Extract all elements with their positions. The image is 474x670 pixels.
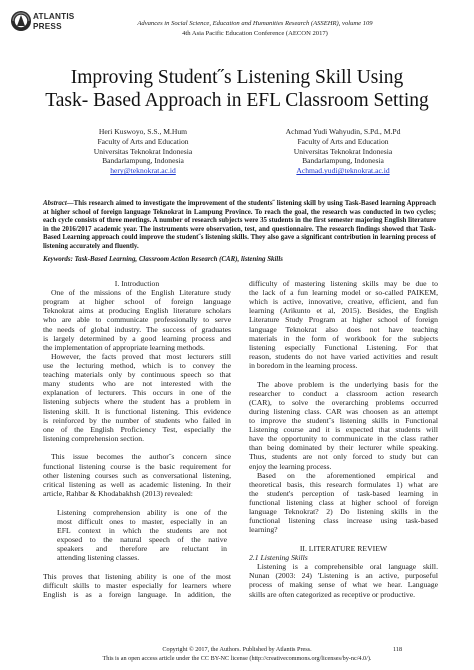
body-line: other listening courses such as conversational listening, [43, 470, 231, 480]
body-line: Thus, students are not only forced to study but can [249, 452, 438, 462]
author-name: Heri Kuswoyo, S.S., M.Hum [98, 127, 188, 136]
left-column [43, 279, 231, 599]
body-line: reason, students do not have varied activities and result [249, 351, 438, 361]
body-line: is reinforced by the number of students who failed in [43, 415, 231, 425]
body-line: to improve the student˝s listening skills in Functional [249, 416, 438, 426]
author-university: Universitas Teknokrat Indonesia [293, 146, 393, 156]
abstract [43, 200, 436, 251]
author-department: Faculty of Arts and Education [97, 136, 189, 146]
page-number: 118 [393, 646, 403, 653]
author-block-2 [258, 127, 428, 176]
body-line: critical listening as well as academic listening. In their [43, 479, 231, 489]
body-line: the needs of global industry. The success of graduates [43, 324, 231, 334]
journal-header: Advances in Social Science, Education and Humanities Research (ASSEHR), volume 109 [137, 20, 373, 27]
body-line: is largely determined by a good learning process and [43, 333, 231, 343]
body-line: process of making sense of what we hear. Language [249, 580, 438, 590]
body-line: the implementation of appropriate learning methods. [43, 342, 205, 352]
abstract-line: Approach at higher school of foreign language Teknokrat in Lampung Province. To reach the goal, the research was conducted in [43, 200, 436, 216]
quote-line: speakers and therefore are reluctant in [57, 543, 227, 553]
body-line: difficult skills to master especially for learners where [43, 580, 231, 590]
quote-line: EFL context in which the students are not [57, 525, 227, 535]
publisher-name-line2: PRESS [33, 22, 62, 31]
body-line: (CAR), to solve the overarching problems occurred [249, 397, 438, 407]
author-block-1 [58, 127, 228, 176]
abstract-label: Abstract [43, 200, 67, 207]
author-city: Bandarlampung, Indonesia [302, 156, 384, 166]
body-line: This proves that listening ability is one of the most [43, 571, 231, 581]
body-line: many students who are not interested with the [43, 379, 231, 389]
body-line: learning? [249, 525, 278, 535]
body-line: skills are often categorized as receptive or productive. [249, 589, 416, 599]
quote-line: Listening comprehension ability is one of the [57, 507, 227, 517]
abstract-line: showed that Task- Based Learning approach could improve the student˝s listening skills. They also gave a significant contribution in [43, 225, 436, 241]
body-line: language Teknokrat also does not have teaching [249, 324, 438, 334]
body-line: The above problem is the underlying basis for the [257, 379, 438, 389]
body-line: listening comprehension section. [43, 433, 144, 443]
body-line: use the lecturing method, which is to convey the [43, 360, 231, 370]
body-line: the lack of a fun learning model or so-called PAIKEM, [249, 288, 438, 298]
body-line: functional listening class increase using task-based [249, 516, 438, 526]
author-email-link[interactable]: hery@teknokrat.ac.id [110, 166, 176, 176]
body-line: in boredom in the learning process. [249, 360, 358, 370]
body-line: Nunan (2003: 24) 'Listening is an active, purposeful [249, 571, 438, 581]
body-line: during listening class. CAR was choosen as an attempt [249, 406, 438, 416]
body-line: Listening course and it is expected that students will [249, 425, 438, 435]
abstract-line: English literature in the 2016/2017 academic year. The instruments were observation, test, and questionnaire. The research findings [43, 217, 436, 233]
body-line: explanation of lecturers. This occurs in one of the [43, 388, 231, 398]
conference-header: 4th Asia Pacific Education Conference (AECON 2017) [182, 29, 328, 37]
body-line: functional listening course is the basic requirement for [43, 461, 231, 471]
section-heading-literature-review: II. LITERATURE REVIEW [299, 543, 388, 553]
body-line: However, the facts proved that most lecturers still [51, 351, 231, 361]
title-line-2: Task- Based Approach in EFL Classroom Setting [45, 90, 429, 111]
body-line: English is as a foreign language. In addition, the [43, 589, 231, 599]
right-column [249, 279, 438, 599]
quote-line: exposed to the natural speech of the native [57, 534, 227, 544]
paper-title [0, 66, 474, 112]
body-line: program at higher school of foreign language [43, 297, 231, 307]
body-line: one of the English Proficiency Test, especially the [43, 424, 231, 434]
body-line: materials in the form of workbook for the subjects [249, 333, 438, 343]
body-line: listening skill. It is functional listening. This evidence [43, 406, 231, 416]
body-line: article, Rahbar & Khodabakhsh (2013) revealed: [43, 488, 193, 498]
body-line: One of the missions of the English Literature study [51, 288, 231, 298]
abstract-line: learning process of listening accurately and fluently. [43, 234, 436, 250]
subsection-heading-listening-skills: 2.1 Listening Skills [249, 553, 308, 563]
author-name: Achmad Yudi Wahyudin, S.Pd., M.Pd [285, 127, 401, 136]
body-line: teaching materials only by continuous speech so that [43, 370, 231, 380]
author-university: Universitas Teknokrat Indonesia [93, 146, 193, 156]
body-line: language Teknokrat? 2) Do listening skills in the [249, 507, 438, 517]
abstract-line: —This research aimed to investigate the improvement of the students˝ listening skill by using Task-Based learning [66, 200, 406, 207]
body-line: researcher to conduct a classroom action research [249, 388, 438, 398]
license-notice: This is an open access article under the CC BY-NC license (http://creativecommons.org/licenses/by-nc/4.0/). [102, 655, 372, 662]
body-line: Teknokrat aims at producing English literature scholars [43, 306, 231, 316]
body-line: have the opportunity to communicate in the class rather [249, 434, 438, 444]
body-line: enjoy the learning process. [249, 461, 332, 471]
author-city: Bandarlampung, Indonesia [102, 156, 184, 166]
body-line: the student's perception of task-based learning in [249, 488, 438, 498]
body-line: Based on the aforementioned empirical and [257, 470, 438, 480]
section-heading-introduction: I. Introduction [114, 279, 160, 288]
body-line: listening subjects where the student has a problem in [43, 397, 231, 407]
quote-line: most difficult ones to master, especially in an [57, 516, 227, 526]
body-line: difficulty of mastering listening skills may be due to [249, 279, 438, 288]
body-line: which is active, innovative, creative, efficient, and fun [249, 297, 438, 307]
body-line: who are able to communicate professionally to serve [43, 315, 231, 325]
publisher-name-line1: ATLANTIS [33, 12, 75, 21]
body-line: theoretical basis, this research formulates 1) what are [249, 479, 438, 489]
body-line: listening especially Functional Listening. For that [249, 342, 438, 352]
keywords: Keywords: Task-Based Learning, Classroom Action Research (CAR), listening Skills [43, 256, 283, 263]
abstract-line: two cycles; each cycle consists of three meetings. A number of research subjects were 35 students in the first semester majoring [43, 208, 436, 224]
title-line-1: Improving Student˝s Listening Skill Using [70, 67, 404, 88]
copyright-notice: Copyright © 2017, the Authors. Published by Atlantis Press. [162, 646, 312, 653]
body-line: learning (Arikunto et al, 2015). Besides, the English [249, 306, 438, 316]
body-line: Literature Study Program at higher school of foreign [249, 315, 438, 325]
body-line: than being dominated by their lecturer while speaking. [249, 443, 438, 453]
quote-line: attending listening classes. [57, 553, 140, 563]
author-email-link[interactable]: Achmad.yudi@teknokrat.ac.id [296, 166, 390, 176]
body-line: functional listening class at higher school of foreign [249, 498, 438, 508]
author-department: Faculty of Arts and Education [297, 136, 389, 146]
body-line: This issue becomes the author˝s concern since [51, 452, 231, 462]
body-line: Listening is a comprehensible oral language skill. [257, 562, 438, 572]
